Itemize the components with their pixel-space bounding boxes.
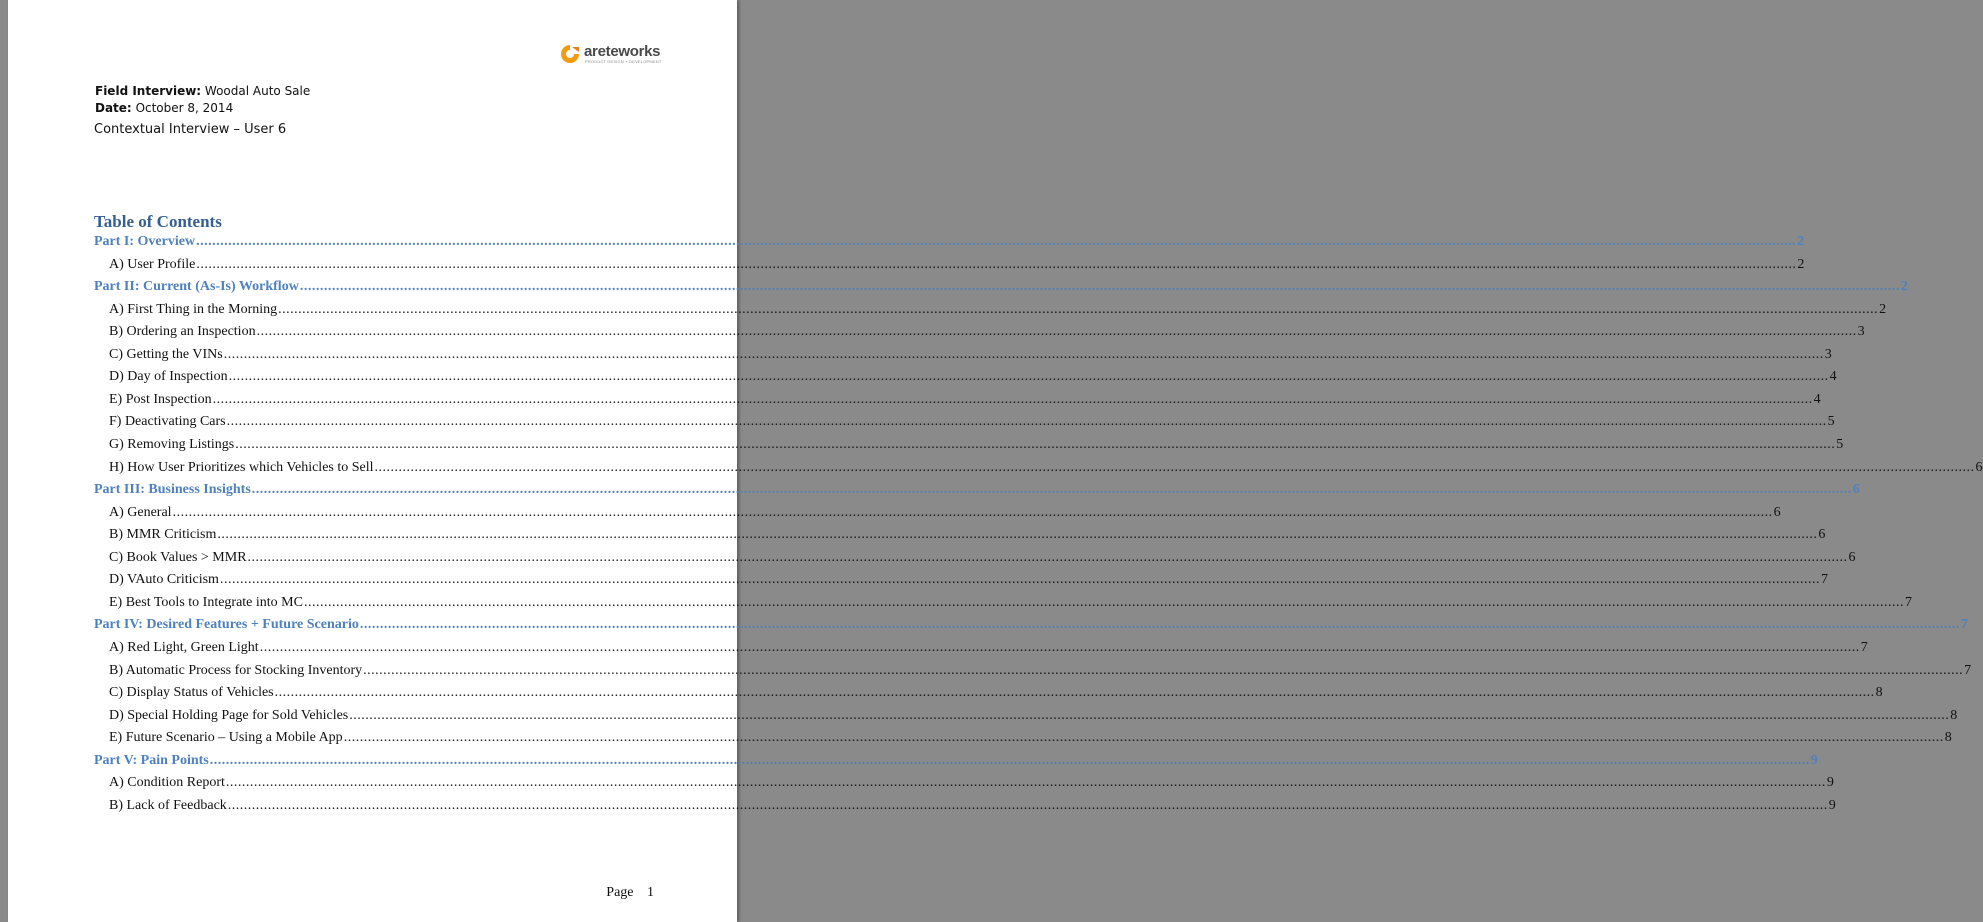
toc-dot-leader: ................................................................................................................................................................................................................................................................................................................................................................................................................: [196, 256, 1797, 272]
toc-entry-text: E) Post Inspection: [109, 391, 212, 407]
toc-entry-text: A) First Thing in the Morning: [109, 301, 278, 317]
toc-entry-page: 9: [1810, 752, 1818, 768]
brand-logo: [560, 43, 670, 67]
toc-entry-page: 6: [1852, 482, 1860, 498]
toc-dot-leader: ................................................................................................................................................................................................................................................................................................................................................................................................................: [374, 459, 1975, 475]
toc-title: Table of Contents: [94, 212, 222, 231]
toc-sub-entry[interactable]: [109, 459, 1983, 477]
toc-entry-text: B) Lack of Feedback: [109, 797, 227, 813]
toc-entry-page: 6: [1975, 459, 1983, 475]
toc-dot-leader: ................................................................................................................................................................................................................................................................................................................................................................................................................: [226, 414, 1827, 430]
toc-entry-text: A) Red Light, Green Light: [109, 639, 259, 655]
toc-dot-leader: ................................................................................................................................................................................................................................................................................................................................................................................................................: [227, 797, 1828, 813]
toc-sub-entry[interactable]: [109, 639, 1868, 657]
toc-entry-text: A) Condition Report: [109, 775, 225, 791]
toc-entry-page: 2: [1797, 256, 1805, 272]
toc-dot-leader: ................................................................................................................................................................................................................................................................................................................................................................................................................: [359, 617, 1960, 633]
toc-sub-entry[interactable]: [109, 549, 1856, 567]
toc-entry-page: 2: [1879, 301, 1887, 317]
toc-dot-leader: ................................................................................................................................................................................................................................................................................................................................................................................................................: [228, 369, 1829, 385]
toc-dot-leader: ................................................................................................................................................................................................................................................................................................................................................................................................................: [212, 391, 1813, 407]
toc-entry-text: Part II: Current (As-Is) Workflow: [94, 279, 299, 295]
toc-sub-entry[interactable]: [109, 526, 1826, 544]
toc-sub-entry[interactable]: [109, 684, 1883, 702]
toc-entry-page: 3: [1824, 346, 1832, 362]
toc-entry-text: Part I: Overview: [94, 234, 196, 249]
toc-dot-leader: ................................................................................................................................................................................................................................................................................................................................................................................................................: [274, 685, 1875, 700]
toc-sub-entry[interactable]: [109, 571, 1828, 589]
date-line: [95, 101, 233, 115]
toc-dot-leader: ................................................................................................................................................................................................................................................................................................................................................................................................................: [251, 482, 1852, 498]
toc-entry-page: 5: [1827, 414, 1835, 430]
toc-dot-leader: ................................................................................................................................................................................................................................................................................................................................................................................................................: [363, 662, 1964, 678]
toc-entry-page: 7: [1960, 617, 1968, 633]
toc-part-entry[interactable]: [94, 752, 1818, 770]
toc-sub-entry[interactable]: [109, 256, 1805, 274]
toc-sub-entry[interactable]: [109, 323, 1865, 341]
toc-entry-page: 6: [1818, 527, 1826, 543]
toc-dot-leader: ................................................................................................................................................................................................................................................................................................................................................................................................................: [217, 527, 1818, 543]
toc-entry-page: 3: [1857, 324, 1865, 340]
toc-entry-text: A) User Profile: [109, 256, 196, 272]
toc-part-entry[interactable]: [94, 278, 1908, 296]
toc-entry-text: E) Best Tools to Integrate into MC: [109, 594, 303, 610]
toc-entry-text: C) Book Values > MMR: [109, 549, 247, 565]
toc-sub-entry[interactable]: [109, 662, 1972, 680]
toc-sub-entry[interactable]: [109, 729, 1952, 747]
toc-sub-entry[interactable]: [109, 368, 1837, 386]
toc-entry-page: 7: [1820, 572, 1828, 588]
toc-sub-entry[interactable]: [109, 413, 1835, 431]
document-subtitle: Contextual Interview – User 6: [94, 122, 287, 137]
toc-dot-leader: ................................................................................................................................................................................................................................................................................................................................................................................................................: [209, 752, 1810, 768]
toc-sub-entry[interactable]: [109, 707, 1958, 725]
toc-dot-leader: ................................................................................................................................................................................................................................................................................................................................................................................................................: [247, 549, 1848, 565]
interview-label: Field Interview:: [95, 84, 202, 98]
toc-sub-entry[interactable]: [109, 594, 1912, 612]
toc-entry-text: D) Day of Inspection: [109, 369, 228, 385]
toc-sub-entry[interactable]: [109, 391, 1821, 409]
toc-part-entry[interactable]: [94, 616, 1968, 634]
toc-dot-leader: ................................................................................................................................................................................................................................................................................................................................................................................................................: [223, 346, 1824, 362]
page-number: 1: [647, 885, 654, 900]
toc-dot-leader: ................................................................................................................................................................................................................................................................................................................................................................................................................: [225, 775, 1826, 791]
toc-dot-leader: ................................................................................................................................................................................................................................................................................................................................................................................................................: [172, 504, 1773, 520]
toc-entry-page: 8: [1944, 730, 1952, 746]
toc-entry-page: 4: [1829, 369, 1837, 385]
toc-entry-text: D) VAuto Criticism: [109, 572, 219, 588]
date-label: Date:: [95, 101, 132, 115]
toc-entry-text: B) MMR Criticism: [109, 527, 217, 543]
toc-sub-entry[interactable]: [109, 301, 1887, 319]
toc-entry-text: A) General: [109, 504, 172, 520]
areteworks-logo-icon: [560, 44, 580, 64]
brand-name: areteworks: [584, 43, 661, 60]
toc-entry-page: 2: [1900, 279, 1908, 295]
toc-dot-leader: ................................................................................................................................................................................................................................................................................................................................................................................................................: [278, 301, 1879, 317]
toc-dot-leader: ................................................................................................................................................................................................................................................................................................................................................................................................................: [343, 730, 1944, 746]
toc-entry-text: B) Automatic Process for Stocking Inventory: [109, 662, 363, 678]
brand-tagline: PRODUCT DESIGN + DEVELOPMENT: [585, 59, 662, 64]
page-footer: [596, 885, 654, 901]
toc-dot-leader: ................................................................................................................................................................................................................................................................................................................................................................................................................: [196, 234, 1797, 249]
toc-entry-text: F) Deactivating Cars: [109, 414, 226, 430]
toc-part-entry[interactable]: [94, 233, 1805, 251]
toc-sub-entry[interactable]: [109, 504, 1781, 522]
toc-entry-page: 4: [1813, 391, 1821, 407]
document-page: [8, 0, 1983, 922]
toc-entry-page: 5: [1836, 437, 1844, 452]
toc-entry-text: E) Future Scenario – Using a Mobile App: [109, 730, 343, 746]
toc-entry-page: 6: [1773, 504, 1781, 520]
toc-entry-text: G) Removing Listings: [109, 437, 235, 452]
toc-entry-page: 9: [1828, 797, 1836, 813]
toc-sub-entry[interactable]: [109, 346, 1832, 364]
toc-sub-entry[interactable]: [109, 797, 1836, 815]
toc-entry-page: 2: [1797, 234, 1805, 249]
toc-entry-text: Part V: Pain Points: [94, 752, 209, 768]
toc-entry-text: B) Ordering an Inspection: [109, 324, 256, 340]
toc-entry-page: 8: [1950, 707, 1958, 723]
toc-entry-text: H) How User Prioritizes which Vehicles to Sell: [109, 459, 374, 475]
toc-entry-page: 6: [1848, 549, 1856, 565]
page-label: Page: [606, 885, 634, 900]
toc-part-entry[interactable]: [94, 481, 1860, 499]
toc-entry-text: C) Getting the VINs: [109, 346, 223, 362]
toc-dot-leader: ................................................................................................................................................................................................................................................................................................................................................................................................................: [299, 279, 1900, 295]
toc-sub-entry[interactable]: [109, 774, 1834, 792]
toc-dot-leader: ................................................................................................................................................................................................................................................................................................................................................................................................................: [235, 437, 1836, 452]
toc-dot-leader: ................................................................................................................................................................................................................................................................................................................................................................................................................: [219, 572, 1820, 588]
toc-dot-leader: ................................................................................................................................................................................................................................................................................................................................................................................................................: [259, 639, 1860, 655]
toc-dot-leader: ................................................................................................................................................................................................................................................................................................................................................................................................................: [256, 324, 1857, 340]
toc-entry-text: C) Display Status of Vehicles: [109, 685, 274, 700]
interview-line: [95, 84, 310, 98]
toc-entry-page: 7: [1860, 639, 1868, 655]
toc-sub-entry[interactable]: [109, 436, 1844, 454]
toc-entry-page: 8: [1875, 685, 1883, 700]
toc-dot-leader: ................................................................................................................................................................................................................................................................................................................................................................................................................: [349, 707, 1950, 723]
toc-entry-page: 7: [1904, 594, 1912, 610]
date-value: October 8, 2014: [135, 101, 234, 115]
toc-entry-text: D) Special Holding Page for Sold Vehicles: [109, 707, 349, 723]
toc-dot-leader: ................................................................................................................................................................................................................................................................................................................................................................................................................: [303, 594, 1904, 610]
toc-entry-text: Part IV: Desired Features + Future Scenario: [94, 617, 359, 633]
interview-value: Woodal Auto Sale: [204, 84, 311, 98]
toc-entry-text: Part III: Business Insights: [94, 482, 251, 498]
toc-entry-page: 7: [1964, 662, 1972, 678]
toc-entry-page: 9: [1826, 775, 1834, 791]
